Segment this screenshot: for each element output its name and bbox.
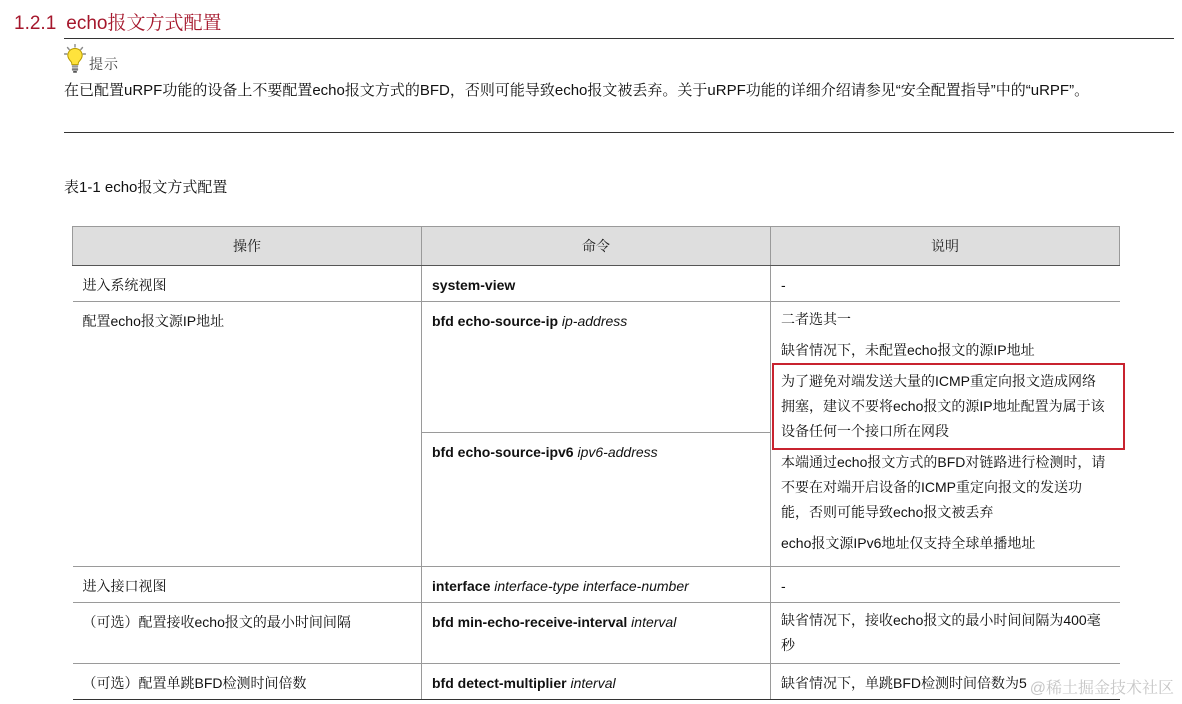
operation-cell bbox=[73, 603, 422, 664]
table-row bbox=[73, 603, 1120, 664]
command-argument: interval bbox=[631, 614, 677, 630]
table-row bbox=[73, 567, 1120, 603]
operation-cell bbox=[73, 302, 422, 567]
operation-text: 进入系统视图 bbox=[82, 277, 167, 293]
description-text: 二者选其一 bbox=[781, 311, 851, 327]
description-cell bbox=[771, 266, 1120, 302]
command-keyword: bfd echo-source-ipv6 bbox=[432, 444, 574, 460]
table-row bbox=[73, 266, 1120, 302]
command-argument: ip-address bbox=[561, 313, 628, 329]
description-text: 本端通过echo报文方式的BFD对链路进行检测时，请不要在对端开启设备的ICMP重定向报文的发送功能，否则可能导致echo报文被丢弃 bbox=[781, 454, 1106, 520]
table-caption: 表1-1 echo报文方式配置 bbox=[64, 179, 228, 196]
description-text: echo报文源IPv6地址仅支持全球单播地址 bbox=[781, 535, 1036, 551]
tip-text: 在已配置uRPF功能的设备上不要配置echo报文方式的BFD，否则可能导致echo报文被丢弃。关于uRPF功能的详细介绍请参见“安全配置指导”中的“uRPF”。 bbox=[64, 82, 1090, 99]
command-keyword: bfd min-echo-receive-interval bbox=[432, 614, 628, 630]
lightbulb-icon bbox=[64, 44, 86, 74]
section-title-text: echo报文方式配置 bbox=[66, 13, 222, 34]
command-cell bbox=[422, 567, 771, 603]
tip-divider bbox=[64, 132, 1174, 133]
command-keyword: system-view bbox=[432, 277, 516, 293]
command-keyword: bfd detect-multiplier bbox=[432, 675, 567, 691]
description-text: 缺省情况下，单跳BFD检测时间倍数为5 bbox=[781, 675, 1027, 691]
config-table bbox=[72, 226, 1120, 700]
top-divider bbox=[64, 38, 1174, 39]
section-title bbox=[14, 8, 221, 35]
description-cell bbox=[771, 302, 1120, 567]
operation-text: （可选）配置单跳BFD检测时间倍数 bbox=[82, 675, 307, 691]
description-text: - bbox=[781, 578, 786, 594]
command-cell bbox=[422, 664, 771, 700]
command-keyword: bfd echo-source-ip bbox=[432, 313, 559, 329]
header-operation: 操作 bbox=[73, 227, 422, 266]
operation-cell bbox=[73, 266, 422, 302]
command-argument: interval bbox=[570, 675, 616, 691]
tip-header bbox=[64, 44, 119, 74]
command-cell bbox=[422, 302, 771, 433]
command-cell bbox=[422, 603, 771, 664]
description-text-highlighted: 为了避免对端发送大量的ICMP重定向报文造成网络拥塞，建议不要将echo报文的源IP地址配置为属于该设备任何一个接口所在网段 bbox=[781, 373, 1105, 439]
description-cell bbox=[771, 567, 1120, 603]
operation-cell bbox=[73, 567, 422, 603]
description-text: 缺省情况下，未配置echo报文的源IP地址 bbox=[781, 342, 1035, 358]
command-cell bbox=[422, 266, 771, 302]
table-row bbox=[73, 664, 1120, 700]
section-number: 1.2.1 bbox=[14, 13, 57, 34]
operation-text: 进入接口视图 bbox=[82, 578, 167, 594]
command-argument: ipv6-address bbox=[577, 444, 658, 460]
command-argument: interface-type interface-number bbox=[494, 578, 689, 594]
operation-cell bbox=[73, 664, 422, 700]
operation-text: （可选）配置接收echo报文的最小时间间隔 bbox=[82, 614, 351, 630]
description-text: - bbox=[781, 277, 786, 293]
command-keyword: interface bbox=[432, 578, 491, 594]
table-header-row bbox=[73, 227, 1120, 266]
header-command: 命令 bbox=[422, 227, 771, 266]
description-cell bbox=[771, 603, 1120, 664]
operation-text: 配置echo报文源IP地址 bbox=[82, 313, 225, 329]
header-description: 说明 bbox=[771, 227, 1120, 266]
watermark: @稀土掘金技术社区 bbox=[1029, 680, 1174, 697]
table-row bbox=[73, 302, 1120, 433]
description-text: 缺省情况下，接收echo报文的最小时间间隔为400毫秒 bbox=[781, 612, 1101, 653]
command-cell bbox=[422, 433, 771, 567]
tip-label: 提示 bbox=[89, 56, 119, 72]
